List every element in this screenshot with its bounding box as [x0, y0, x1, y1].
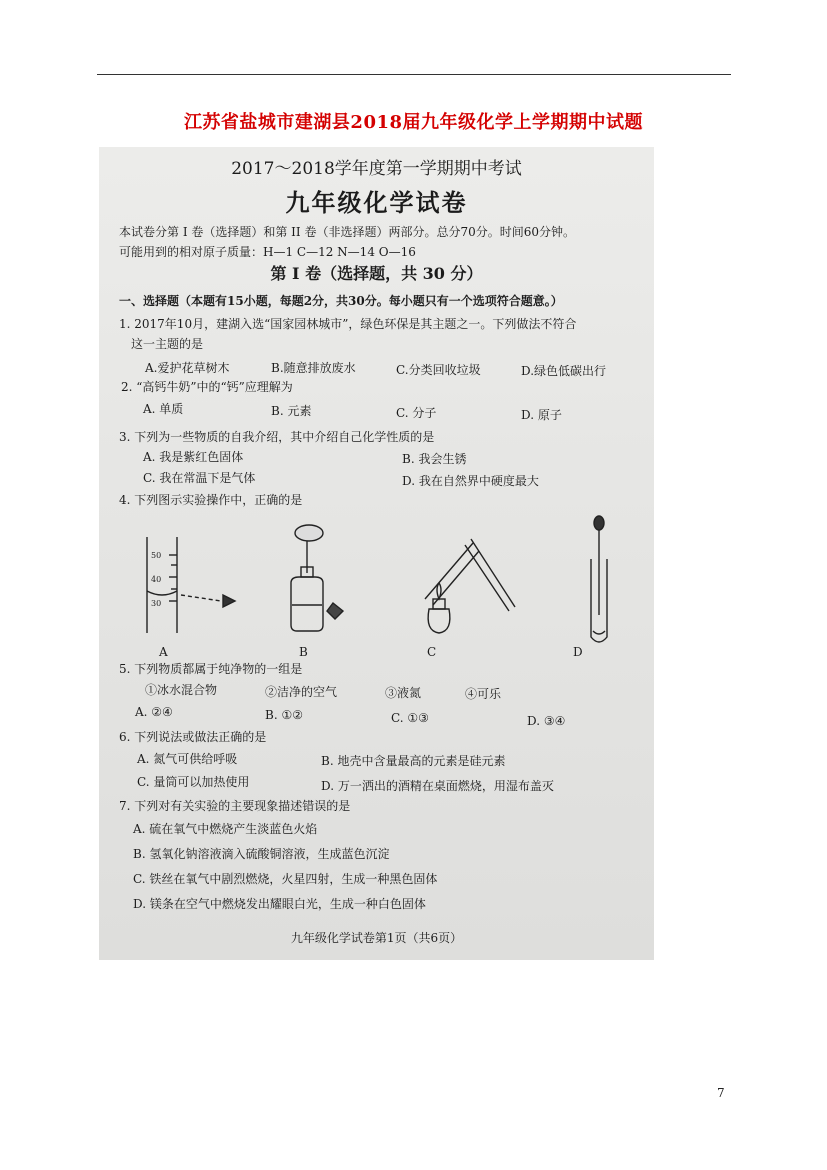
q3-option-c: C. 我在常温下是气体 [143, 471, 256, 485]
q2-option-d: D. 原子 [521, 408, 562, 422]
cylinder-tick-40: 40 [151, 575, 162, 584]
figure-label-b: B [299, 645, 308, 659]
exam-title: 九年级化学试卷 [285, 188, 468, 217]
cylinder-tick-30: 30 [151, 599, 162, 608]
figure-d-dropper-in-tube [591, 516, 607, 642]
q1-option-a: A.爱护花草树木 [145, 361, 230, 375]
q6-option-d: D. 万一洒出的酒精在桌面燃烧，用湿布盖灭 [321, 779, 554, 793]
q6-stem: 6. 下列说法或做法正确的是 [119, 730, 267, 744]
cylinder-tick-50: 50 [151, 551, 162, 560]
q5-option-c: C. ①③ [391, 711, 429, 725]
q7-option-c: C. 铁丝在氧气中剧烈燃烧，火星四射，生成一种黑色固体 [133, 872, 438, 886]
q3-option-a: A. 我是紫红色固体 [143, 450, 244, 464]
figure-c-heating-test-tube [425, 539, 515, 633]
exam-page-footer: 九年级化学试卷第1页（共6页） [290, 931, 463, 945]
header-rule [97, 74, 731, 75]
q1-option-b: B.随意排放废水 [271, 361, 356, 375]
q5-stem: 5. 下列物质都属于纯净物的一组是 [119, 662, 303, 676]
section-title: 第 I 卷（选择题，共 30 分） [270, 264, 483, 283]
figure-label-a: A [159, 645, 168, 659]
exam-intro-2: 可能用到的相对原子质量：H—1 C—12 N—14 O—16 [119, 245, 416, 259]
q7-option-d: D. 镁条在空气中燃烧发出耀眼白光，生成一种白色固体 [133, 897, 426, 911]
q5-option-b: B. ①② [265, 708, 303, 722]
q2-option-a: A. 单质 [143, 402, 184, 416]
q5-item-2: ②洁净的空气 [265, 685, 338, 699]
q5-item-3: ③液氮 [385, 686, 422, 700]
q1-option-c: C.分类回收垃圾 [396, 363, 481, 377]
scanned-exam-page [99, 147, 654, 960]
figure-label-d: D [573, 645, 583, 659]
figure-label-c: C [427, 645, 437, 659]
q4-figures [129, 515, 639, 660]
exam-intro-1: 本试卷分第 I 卷（选择题）和第 II 卷（非选择题）两部分。总分70分。时间60分钟。 [119, 225, 576, 239]
q3-stem: 3. 下列为一些物质的自我介绍，其中介绍自己化学性质的是 [119, 430, 435, 444]
page-number: 7 [717, 1086, 725, 1100]
document-title: 江苏省盐城市建湖县2018届九年级化学上学期期中试题 [183, 112, 644, 133]
q1-option-d: D.绿色低碳出行 [521, 364, 607, 378]
q5-item-4: ④可乐 [465, 687, 502, 701]
q7-option-a: A. 硫在氧气中燃烧产生淡蓝色火焰 [133, 822, 318, 836]
section-instruction: 一、选择题（本题有15小题，每题2分，共30分。每小题只有一个选项符合题意。） [119, 294, 563, 308]
exam-year-line: 2017～2018学年度第一学期期中考试 [231, 159, 522, 179]
figure-b-dropper-bottle [291, 525, 343, 631]
q4-stem: 4. 下列图示实验操作中，正确的是 [119, 493, 303, 507]
q2-option-b: B. 元素 [271, 404, 312, 418]
q3-option-d: D. 我在自然界中硬度最大 [402, 474, 539, 488]
q7-stem: 7. 下列对有关实验的主要现象描述错误的是 [119, 799, 351, 813]
q1-stem-1: 1. 2017年10月，建湖入选“国家园林城市”，绿色环保是其主题之一。下列做法不符合 [119, 317, 577, 331]
q6-option-b: B. 地壳中含量最高的元素是硅元素 [321, 754, 506, 768]
q5-option-d: D. ③④ [527, 714, 566, 728]
q1-stem-2: 这一主题的是 [131, 337, 204, 351]
q3-option-b: B. 我会生锈 [402, 452, 467, 466]
q5-option-a: A. ②④ [135, 705, 173, 719]
q2-stem: 2. “高钙牛奶”中的“钙”应理解为 [121, 380, 293, 394]
q2-option-c: C. 分子 [396, 406, 437, 420]
q6-option-c: C. 量筒可以加热使用 [137, 775, 250, 789]
q6-option-a: A. 氮气可供给呼吸 [137, 752, 238, 766]
q5-item-1: ①冰水混合物 [145, 683, 218, 697]
q4-apparatus-drawings [129, 515, 639, 660]
q7-option-b: B. 氢氧化钠溶液滴入硫酸铜溶液，生成蓝色沉淀 [133, 847, 390, 861]
